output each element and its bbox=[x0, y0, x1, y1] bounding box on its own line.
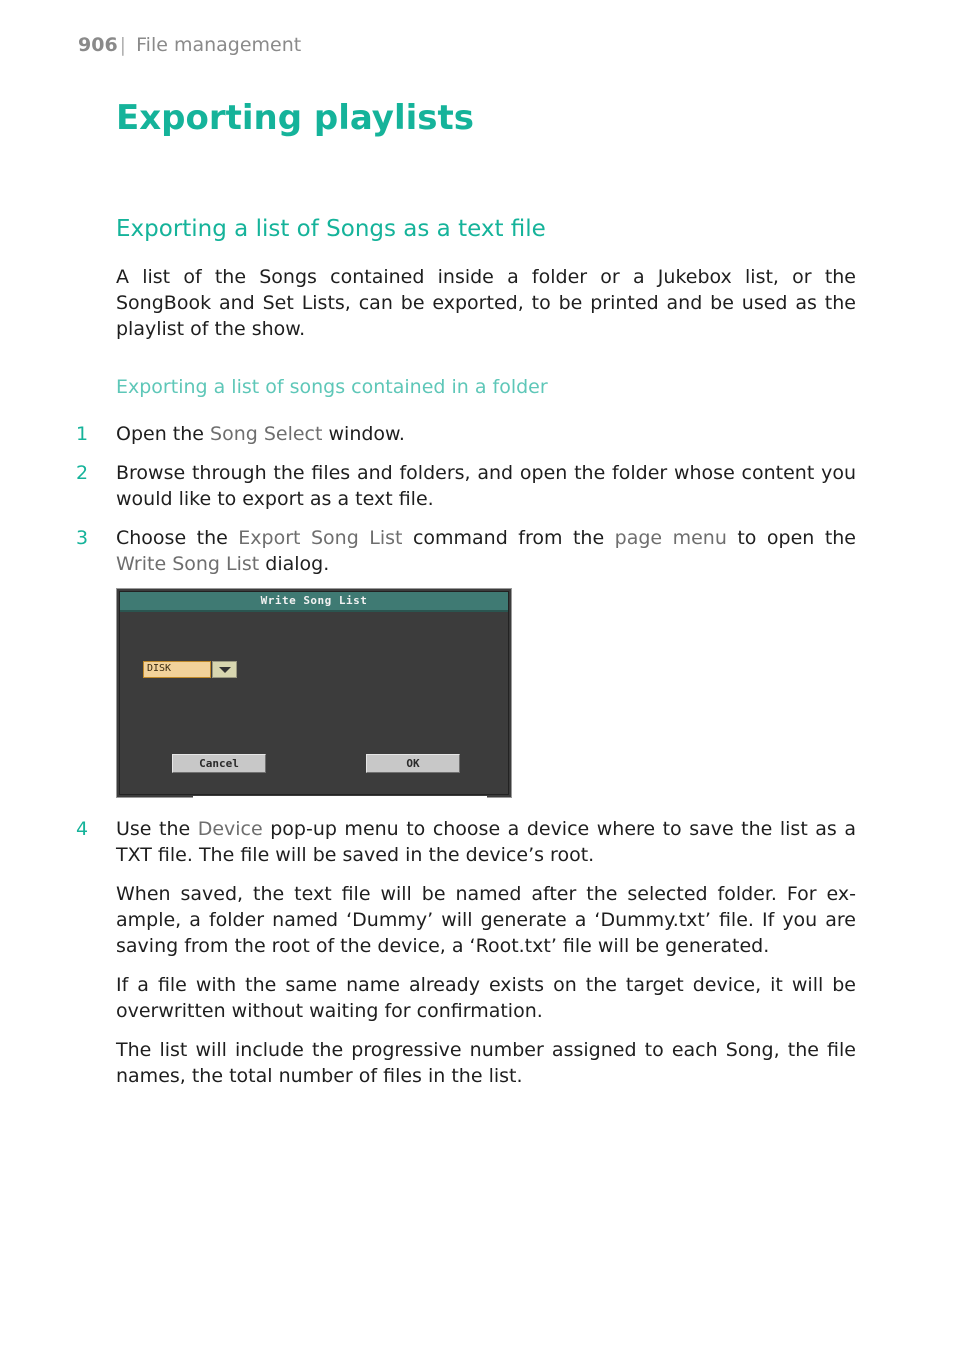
dialog-titlebar bbox=[120, 592, 508, 612]
step-1-text bbox=[116, 421, 856, 447]
step-3-mid: command from the bbox=[402, 527, 615, 549]
dialog-title: Write Song List bbox=[260, 594, 368, 607]
term-write-song-list: Write Song List bbox=[116, 553, 260, 575]
note-paragraph-2: If a file with the same name already exists on the target device, it will be overwritten without waiting for confirmation. bbox=[116, 974, 856, 1022]
page-number: 906 bbox=[78, 34, 118, 56]
step-number-3: 3 bbox=[76, 527, 89, 549]
step-4-text bbox=[116, 816, 856, 868]
write-song-list-dialog bbox=[116, 588, 512, 798]
term-page-menu: page menu bbox=[614, 527, 727, 549]
term-device: Device bbox=[197, 818, 263, 840]
section-subtitle: Exporting a list of Songs as a text file bbox=[116, 216, 546, 242]
dialog-bottom-edge bbox=[193, 796, 487, 798]
intro-paragraph: A list of the Songs contained inside a folder or a Jukebox list, or the SongBook and Set Lists, can be exported, to be printed and be used as the playlist of the show. bbox=[116, 266, 856, 340]
step-4-post: pop-up menu to choose a device where to save the list as a TXT file. The file will be saved in the device’s root. bbox=[116, 818, 856, 866]
header-separator: | bbox=[119, 34, 127, 56]
step-3-pre: Choose the bbox=[116, 527, 239, 549]
term-song-select: Song Select bbox=[210, 423, 323, 445]
step-1-pre: Open the bbox=[116, 423, 211, 445]
page-title: Exporting playlists bbox=[116, 98, 474, 138]
cancel-button[interactable]: Cancel bbox=[172, 754, 266, 773]
ok-button[interactable]: OK bbox=[366, 754, 460, 773]
term-export-song-list: Export Song List bbox=[238, 527, 403, 549]
step-number-4: 4 bbox=[76, 818, 89, 840]
page-header bbox=[78, 34, 301, 56]
section-name: File management bbox=[136, 34, 302, 56]
step-1-post: window. bbox=[322, 423, 405, 445]
step-2-text: Browse through the files and folders, and open the folder whose content you would like to export as a text file. bbox=[116, 462, 856, 510]
note-paragraph-1: When saved, the text file will be named after the selected folder. For example, a folder named ‘Dummy’ will generate a ‘Dummy.txt’ file. If you are saving from the root of the device, a ‘Root.txt’ file will be generated. bbox=[116, 883, 856, 957]
device-select[interactable] bbox=[143, 661, 211, 678]
step-3-post: dialog. bbox=[259, 553, 330, 575]
step-3-mid2: to open the bbox=[726, 527, 857, 549]
device-select-value: DISK bbox=[147, 663, 172, 674]
device-dropdown-button[interactable] bbox=[212, 661, 237, 678]
chevron-down-icon bbox=[219, 667, 231, 673]
note-paragraph-3: The list will include the progressive number assigned to each Song, the file names, the total number of files in the list. bbox=[116, 1039, 856, 1087]
step-4-pre: Use the bbox=[116, 818, 198, 840]
step-number-1: 1 bbox=[76, 423, 89, 445]
step-number-2: 2 bbox=[76, 462, 89, 484]
subheading: Exporting a list of songs contained in a folder bbox=[116, 376, 548, 398]
step-3-text bbox=[116, 525, 856, 577]
